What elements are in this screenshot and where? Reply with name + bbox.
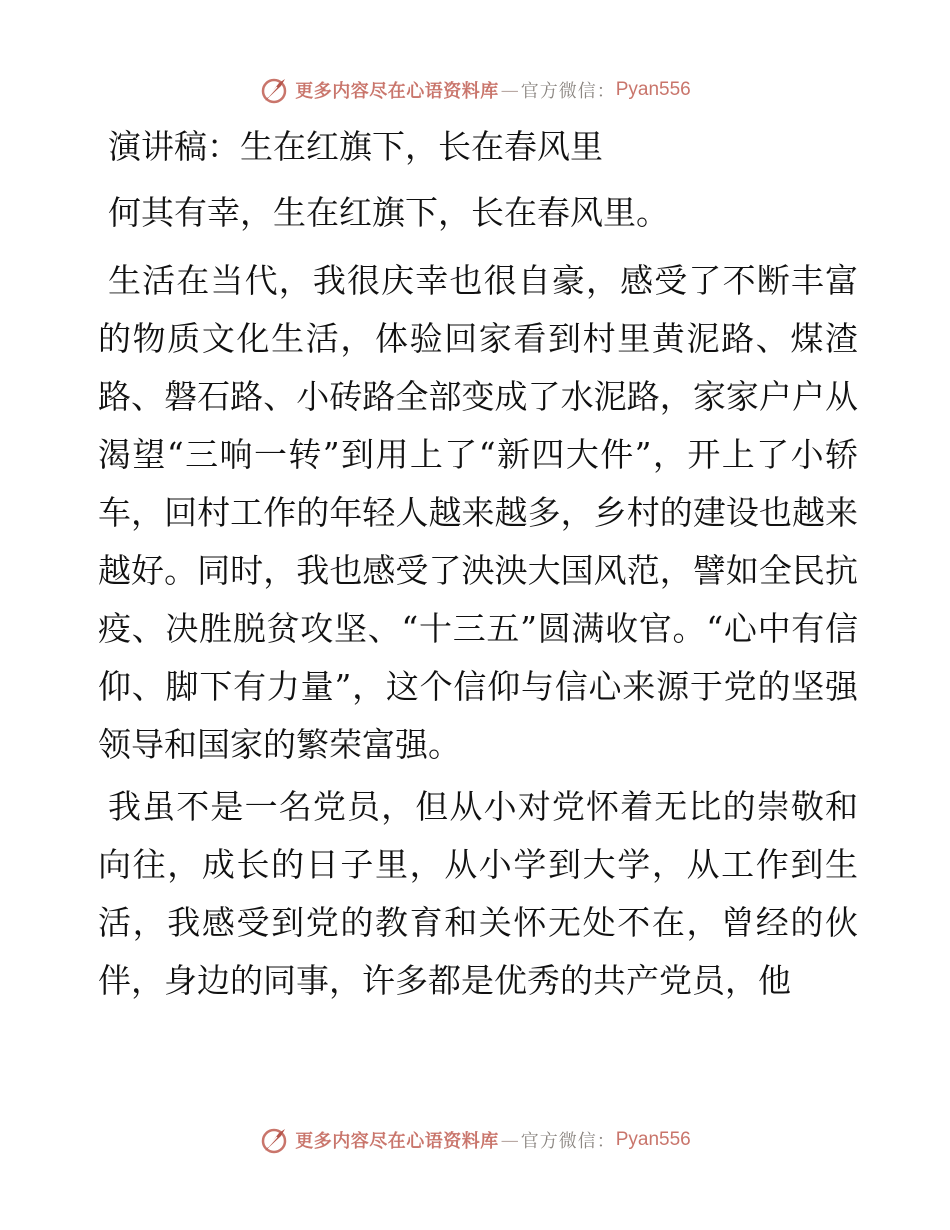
banner-wechat-id: Pyan556 (615, 1129, 691, 1150)
document-body (98, 122, 858, 1014)
paragraph-2: 生活在当代，我很庆幸也很自豪，感受了不断丰富的物质文化生活，体验回家看到村里黄泥路、煤渣路、磐石路、小砖路全部变成了水泥路，家家户户从渴望“三响一转”到用上了“新四大件”，开上了小轿车，回村工作的年轻人越来越多，乡村的建设也越来越好。同时，我也感受了泱泱大国风范，譬如全民抗疫、决胜脱贫攻坚、“十三五”圆满收官。“心中有信仰、脚下有力量”，这个信仰与信心来源于党的坚强领导和国家的繁荣富强。 (98, 261, 858, 764)
paragraph-1: 何其有幸，生在红旗下，长在春风里。 (108, 193, 669, 232)
quill-logo-icon (259, 1125, 289, 1155)
header-banner (0, 72, 950, 108)
banner-dash: — (500, 1129, 519, 1151)
banner-wechat-label: 官方微信： (520, 1131, 616, 1152)
quill-logo-icon (259, 75, 289, 105)
paragraph-3: 我虽不是一名党员，但从小对党怀着无比的崇敬和向往，成长的日子里，从小学到大学，从工作到生活，我感受到党的教育和关怀无处不在，曾经的伙伴，身边的同事，许多都是优秀的共产党员，他 (98, 787, 858, 1000)
footer-banner (0, 1122, 950, 1158)
banner-wechat-label: 官方微信： (520, 81, 616, 102)
banner-site-text: 更多内容尽在心语资料库 (295, 1131, 499, 1152)
banner-wechat-id: Pyan556 (615, 79, 691, 100)
banner-site-text: 更多内容尽在心语资料库 (295, 81, 499, 102)
banner-dash: — (500, 79, 519, 101)
document-title: 演讲稿：生在红旗下，长在春风里 (108, 127, 603, 166)
